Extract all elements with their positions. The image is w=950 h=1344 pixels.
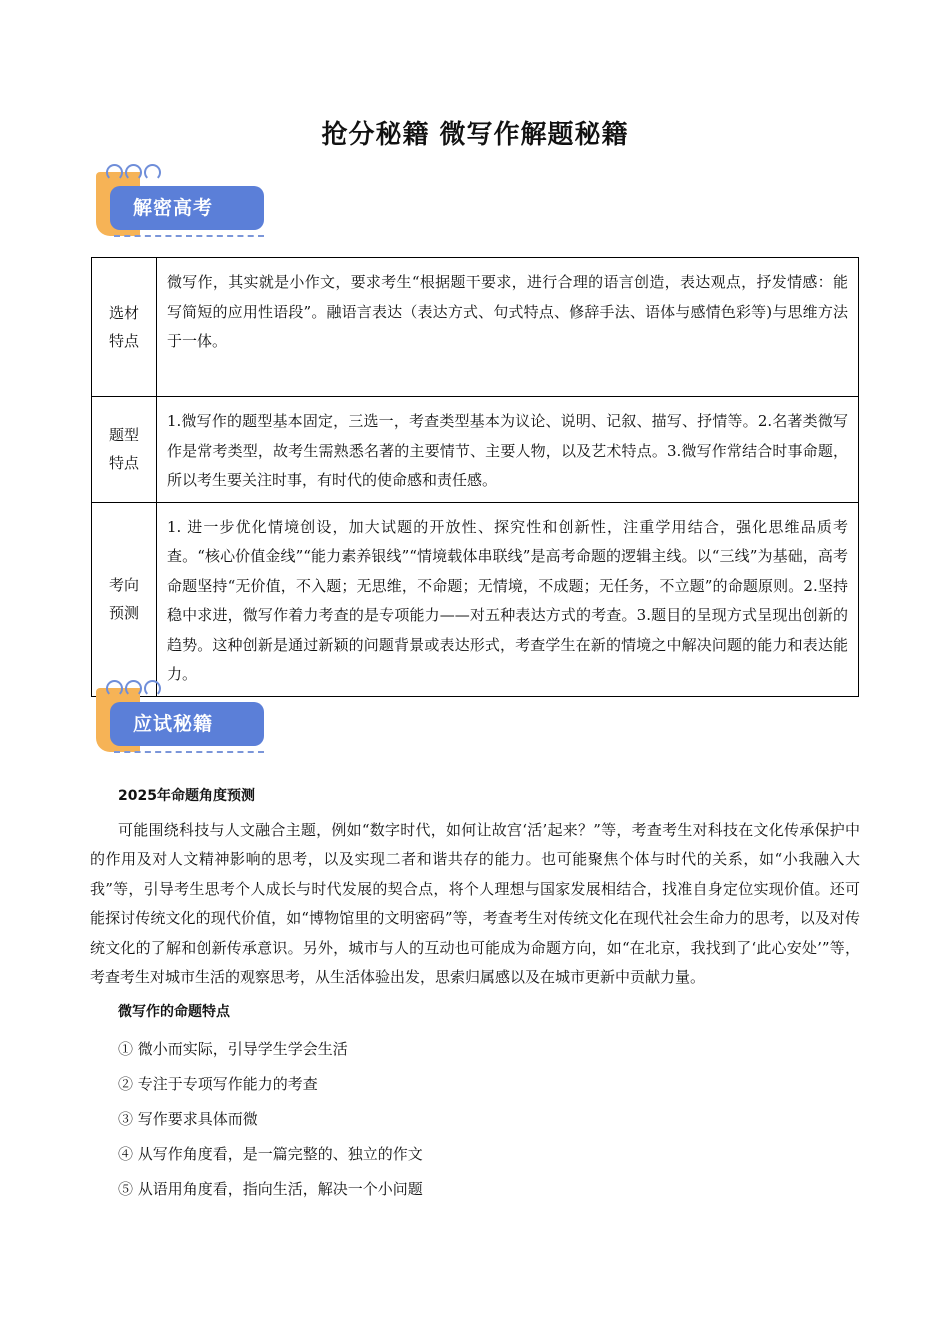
section-banner-decode: [96, 164, 268, 244]
row-heading: 考向预测: [92, 502, 157, 696]
banner-rings-icon: [106, 164, 166, 180]
prediction-text: 可能围绕科技与人文融合主题，例如“数字时代，如何让故宫‘活’起来？”等，考查考生对科技在文化传承保护中的作用及对人文精神影响的思考，以及实现二者和谐共存的能力。也可能聚焦个体与时代的关系，如“小我融入大我”等，引导考生思考个人成长与时代发展的契合点，将个人理想与国家发展相结合，找准自身定位实现价值。还可能探讨传统文化的现代价值，如“博物馆里的文明密码”等，考查考生对传统文化在现代社会生命力的思考，以及对传统文化的了解和创新传承意识。另外，城市与人的互动也可能成为命题方向，如“在北京，我找到了‘此心安处’”等，考查考生对城市生活的观察思考，从生活体验出发，思索归属感以及在城市更新中贡献力量。: [90, 821, 860, 987]
table-row: [92, 397, 859, 503]
features-heading: 微写作的命题特点: [118, 1004, 230, 1021]
row-heading: 题型特点: [92, 397, 157, 503]
page-title: 抢分秘籍 微写作解题秘籍: [321, 120, 629, 150]
prediction-heading: 2025年命题角度预测: [118, 788, 255, 804]
table-row: [92, 502, 859, 696]
section-label: 解密高考: [132, 197, 213, 219]
row-content: 1. 进一步优化情境创设，加大试题的开放性、探究性和创新性，注重学用结合，强化思维品质考查。“核心价值金线”“能力素养银线”“情境载体串联线”是高考命题的逻辑主线。以“三线”为基础，高考命题坚持“无价值，不入题；无思维，不命题；无情境，不成题；无任务，不立题”的命题原则。2.坚持稳中求进，微写作着力考查的是专项能力——对五种表达方式的考查。3.题目的呈现方式呈现出创新的趋势。这种创新是通过新颖的问题背景或表达形式，考查学生在新的情境之中解决问题的能力和表达能力。: [157, 502, 859, 696]
row-content: 1.微写作的题型基本固定，三选一，考查类型基本为议论、说明、记叙、描写、抒情等。2.名著类微写作是常考类型，故考生需熟悉名著的主要情节、主要人物，以及艺术特点。3.微写作常结合时事命题，所以考生要关注时事，有时代的使命感和责任感。: [157, 397, 859, 503]
info-table: [91, 257, 859, 697]
list-item: ⑤ 从语用角度看，指向生活，解决一个小问题: [118, 1180, 423, 1199]
list-item: ② 专注于专项写作能力的考查: [118, 1075, 318, 1094]
list-item: ③ 写作要求具体而微: [118, 1110, 258, 1129]
banner-rings-icon: [106, 680, 166, 696]
section-label: 应试秘籍: [132, 713, 213, 735]
row-content: 微写作，其实就是小作文，要求考生“根据题干要求，进行合理的语言创造，表达观点，抒发情感：能写简短的应用性语段”。融语言表达（表达方式、句式特点、修辞手法、语体与感情色彩等)与思维方法于一体。: [157, 258, 859, 397]
main-content: [90, 782, 860, 1207]
table-row: [92, 258, 859, 397]
list-item: ① 微小而实际，引导学生学会生活: [118, 1040, 348, 1059]
row-heading: 选材特点: [92, 258, 157, 397]
list-item: ④ 从写作角度看，是一篇完整的、独立的作文: [118, 1145, 423, 1164]
banner-dash-line: [114, 235, 264, 237]
section-banner-tips: [96, 680, 268, 760]
banner-dash-line: [114, 751, 264, 753]
